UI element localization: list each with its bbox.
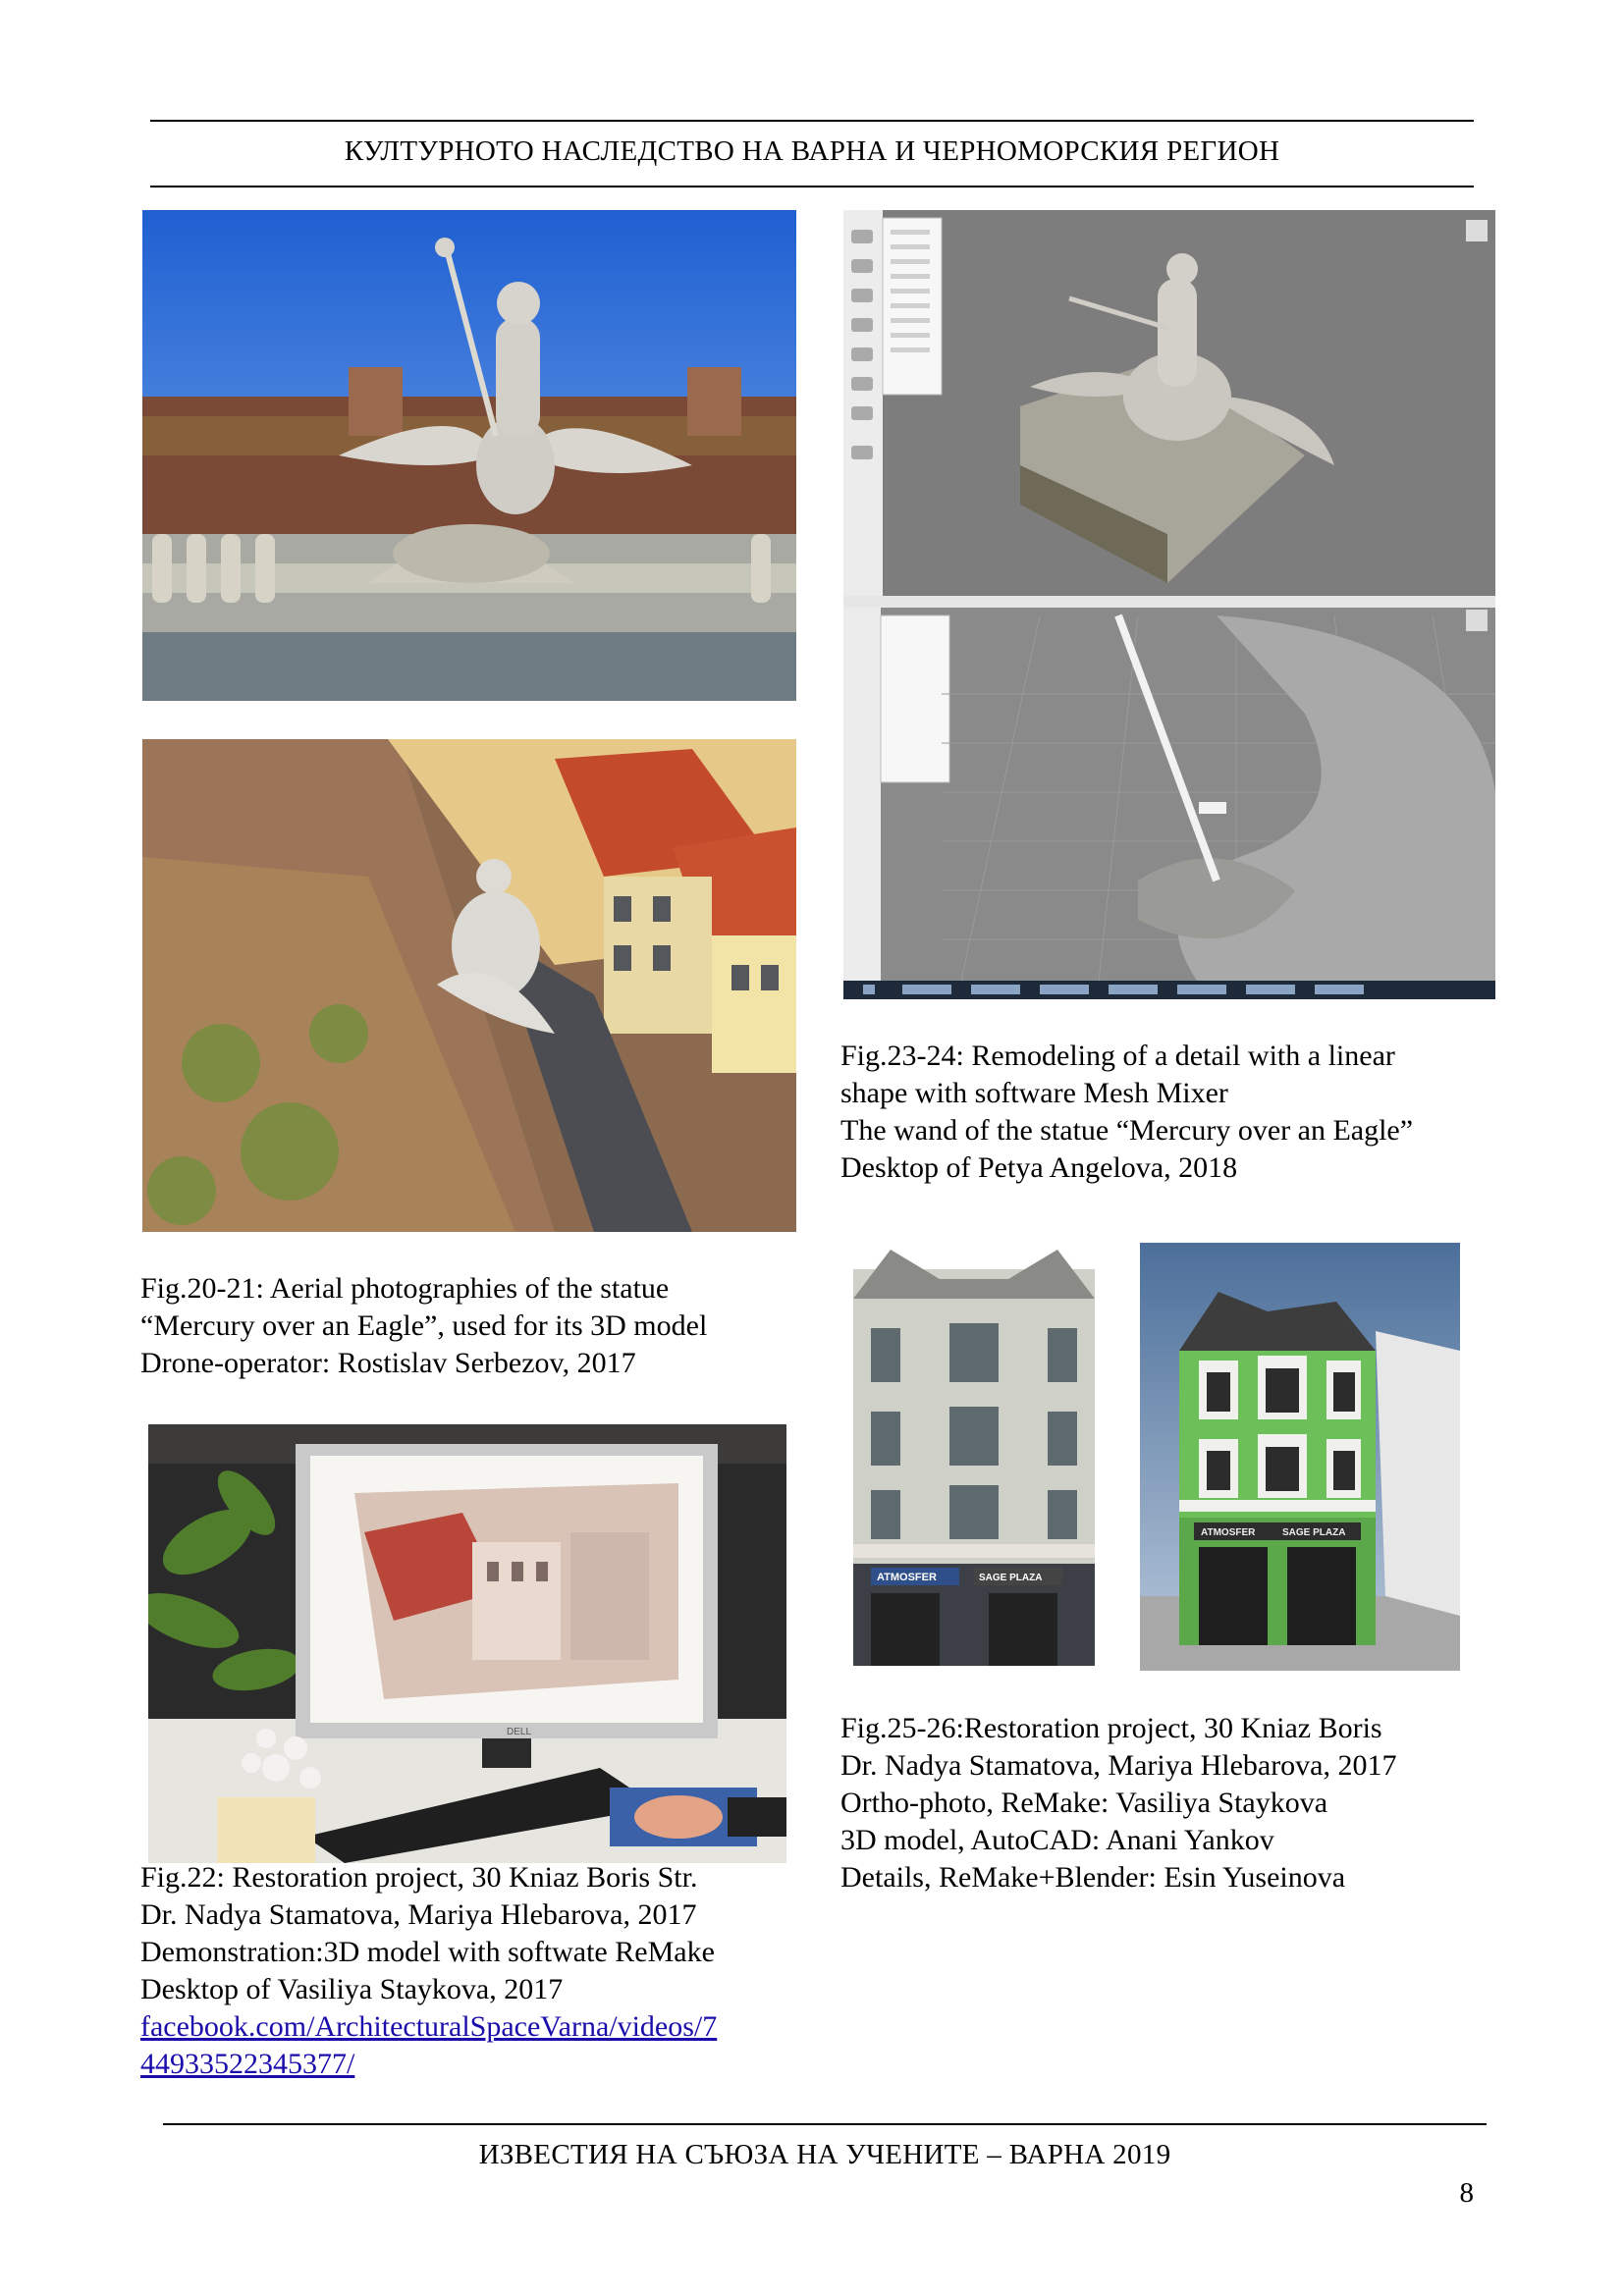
render-sign-right: SAGE PLAZA [1282, 1527, 1346, 1538]
caption-fig20-21 [140, 1270, 707, 1382]
caption-line: Desktop of Petya Angelova, 2018 [840, 1151, 1238, 1184]
caption-line: Fig.22: Restoration project, 30 Kniaz Boris Str. [140, 1861, 698, 1894]
render-sign-left: ATMOSFER [1201, 1527, 1256, 1538]
caption-line: shape with software Mesh Mixer [840, 1077, 1228, 1109]
fig23-meshmixer-screenshot [843, 210, 1495, 596]
caption-line: Dr. Nadya Stamatova, Mariya Hlebarova, 2017 [140, 1898, 697, 1931]
caption-line: Fig.23-24: Remodeling of a detail with a linear [840, 1040, 1395, 1072]
caption-line: Details, ReMake+Blender: Esin Yuseinova [840, 1861, 1346, 1894]
video-link-line[interactable]: 44933522345377/ [140, 2048, 355, 2080]
caption-line: Fig.25-26:Restoration project, 30 Kniaz Boris [840, 1712, 1382, 1744]
shop-sign-left: ATMOSFER [877, 1572, 937, 1583]
fig21-aerial-street-photo [142, 739, 796, 1232]
footer-rule [163, 2123, 1487, 2125]
running-header: КУЛТУРНОТО НАСЛЕДСТВО НА ВАРНА И ЧЕРНОМОРСКИЯ РЕГИОН [344, 135, 1280, 167]
running-footer: ИЗВЕСТИЯ НА СЪЮЗА НА УЧЕНИТЕ – ВАРНА 2019 [478, 2139, 1171, 2170]
caption-fig22 [140, 1859, 717, 2083]
fig24-meshmixer-screenshot [843, 596, 1495, 999]
caption-line: Dr. Nadya Stamatova, Mariya Hlebarova, 2017 [840, 1749, 1397, 1782]
fig20-statue-photo [142, 210, 796, 701]
video-link-cont[interactable] [140, 2046, 717, 2083]
caption-fig23-24 [840, 1038, 1413, 1187]
monitor-brand-label: DELL [507, 1727, 532, 1737]
shop-sign-right: SAGE PLAZA [979, 1573, 1043, 1583]
caption-line: Desktop of Vasiliya Staykova, 2017 [140, 1973, 564, 2005]
caption-line: The wand of the statue “Mercury over an Eagle” [840, 1114, 1414, 1147]
caption-line: Drone-operator: Rostislav Serbezov, 2017 [140, 1347, 636, 1379]
page-number: 8 [1459, 2177, 1474, 2209]
fig26-3d-model-render [1140, 1243, 1460, 1671]
caption-line: 3D model, AutoCAD: Anani Yankov [840, 1824, 1274, 1856]
caption-line: Ortho-photo, ReMake: Vasiliya Staykova [840, 1787, 1328, 1819]
fig22-desktop-photo [148, 1424, 786, 1863]
video-link[interactable] [140, 2008, 717, 2046]
caption-line: Fig.20-21: Aerial photographies of the statue [140, 1272, 670, 1305]
caption-line: “Mercury over an Eagle”, used for its 3D model [140, 1309, 708, 1342]
caption-line: Demonstration:3D model with softwate ReMake [140, 1936, 715, 1968]
video-link-line[interactable]: facebook.com/ArchitecturalSpaceVarna/videos/7 [140, 2010, 718, 2043]
caption-fig25-26 [840, 1710, 1397, 1896]
fig25-orthophoto-facade [841, 1240, 1105, 1666]
header-rule-bottom [150, 186, 1474, 187]
header-rule-top [150, 120, 1474, 122]
